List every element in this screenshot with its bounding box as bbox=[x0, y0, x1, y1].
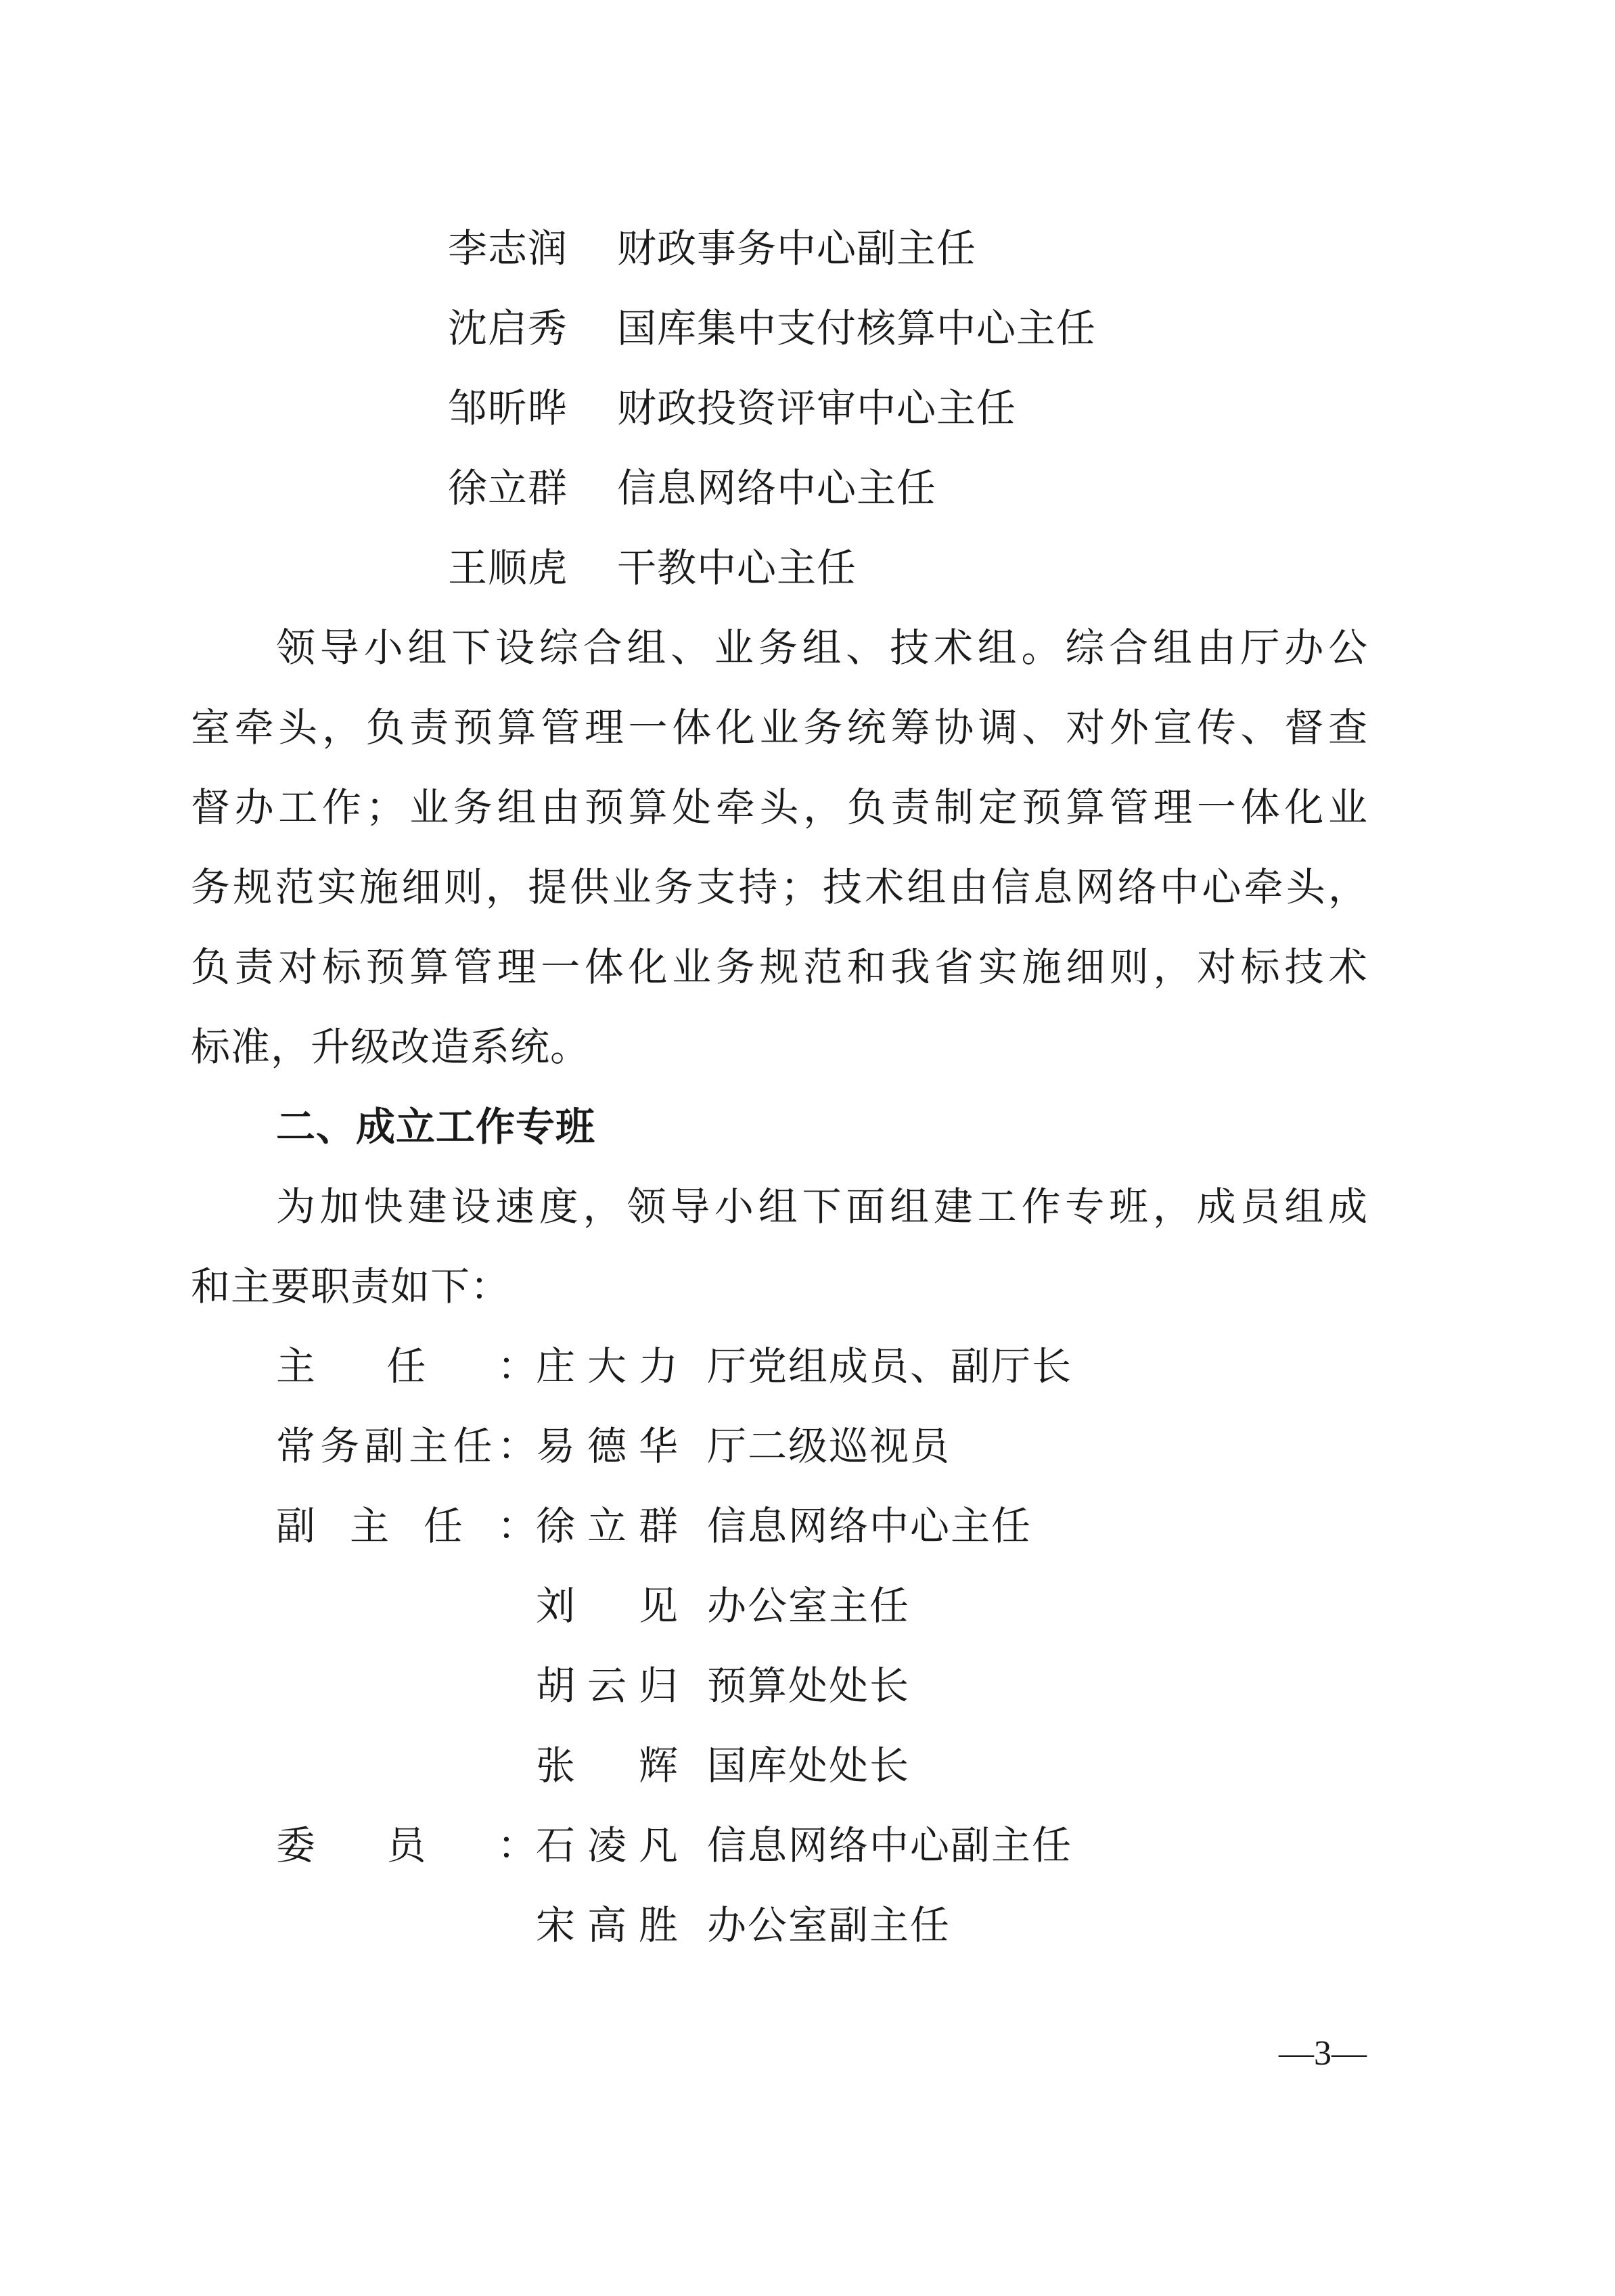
leader-row bbox=[448, 305, 1096, 352]
leader-title: 信息网络中心主任 bbox=[617, 465, 937, 511]
team-member-title: 厅二级巡视员 bbox=[707, 1423, 951, 1469]
team-member-title: 预算处处长 bbox=[707, 1663, 911, 1709]
paragraph-line: 领导小组下设综合组、业务组、技术组。综合组由厅办公 bbox=[276, 625, 1368, 671]
team-member-title: 信息网络中心主任 bbox=[707, 1503, 1032, 1549]
leader-name: 沈启秀 bbox=[448, 305, 568, 351]
paragraph-line: 督办工作；业务组由预算处牵头，负责制定预算管理一体化业 bbox=[191, 784, 1368, 830]
leader-title: 财政事务中心副主任 bbox=[617, 225, 977, 271]
leader-row bbox=[448, 544, 857, 591]
team-member-title: 办公室主任 bbox=[707, 1583, 911, 1629]
team-member-title: 厅党组成员、副厅长 bbox=[707, 1343, 1073, 1389]
leader-row bbox=[448, 464, 936, 512]
leader-title: 财政投资评审中心主任 bbox=[617, 385, 1017, 431]
team-member-title: 办公室副主任 bbox=[707, 1902, 951, 1948]
leader-name: 徐立群 bbox=[448, 465, 568, 511]
page-number: —3— bbox=[1279, 2034, 1367, 2073]
paragraph-line: 负责对标预算管理一体化业务规范和我省实施细则，对标技术 bbox=[191, 944, 1368, 990]
leader-title: 干教中心主任 bbox=[617, 545, 857, 591]
section-heading: 二、成立工作专班 bbox=[276, 1104, 596, 1150]
team-member-name: 易德华 bbox=[536, 1423, 678, 1469]
paragraph-line: 室牵头，负责预算管理一体化业务统筹协调、对外宣传、督查 bbox=[191, 704, 1368, 750]
team-member-name: 庄大力 bbox=[536, 1343, 678, 1389]
team-role: 委员： bbox=[276, 1822, 537, 1868]
team-member-name: 胡云归 bbox=[536, 1663, 678, 1709]
team-member-name: 石凌凡 bbox=[536, 1822, 678, 1868]
team-member-name: 刘见 bbox=[536, 1583, 678, 1629]
paragraph-line: 务规范实施细则，提供业务支持；技术组由信息网络中心牵头， bbox=[191, 864, 1368, 910]
paragraph-line: 标准，升级改造系统。 bbox=[191, 1024, 591, 1070]
leader-name: 邹昕晔 bbox=[448, 385, 568, 431]
leader-title: 国库集中支付核算中心主任 bbox=[617, 305, 1097, 351]
team-member-title: 国库处处长 bbox=[707, 1742, 911, 1788]
leader-row bbox=[448, 225, 976, 272]
team-member-name: 宋高胜 bbox=[536, 1902, 678, 1948]
team-role: 主任： bbox=[276, 1343, 537, 1389]
team-member-title: 信息网络中心副主任 bbox=[707, 1822, 1073, 1868]
leader-name: 李志润 bbox=[448, 225, 568, 271]
paragraph-line: 和主要职责如下： bbox=[191, 1263, 511, 1309]
leader-row bbox=[448, 384, 1016, 432]
team-member-name: 徐立群 bbox=[536, 1503, 678, 1549]
team-role: 副主任： bbox=[276, 1503, 537, 1549]
leader-name: 王顺虎 bbox=[448, 545, 568, 591]
paragraph-line: 为加快建设速度，领导小组下面组建工作专班，成员组成 bbox=[276, 1184, 1368, 1230]
team-member-name: 张辉 bbox=[536, 1742, 678, 1788]
team-role: 常务副主任： bbox=[276, 1423, 537, 1469]
